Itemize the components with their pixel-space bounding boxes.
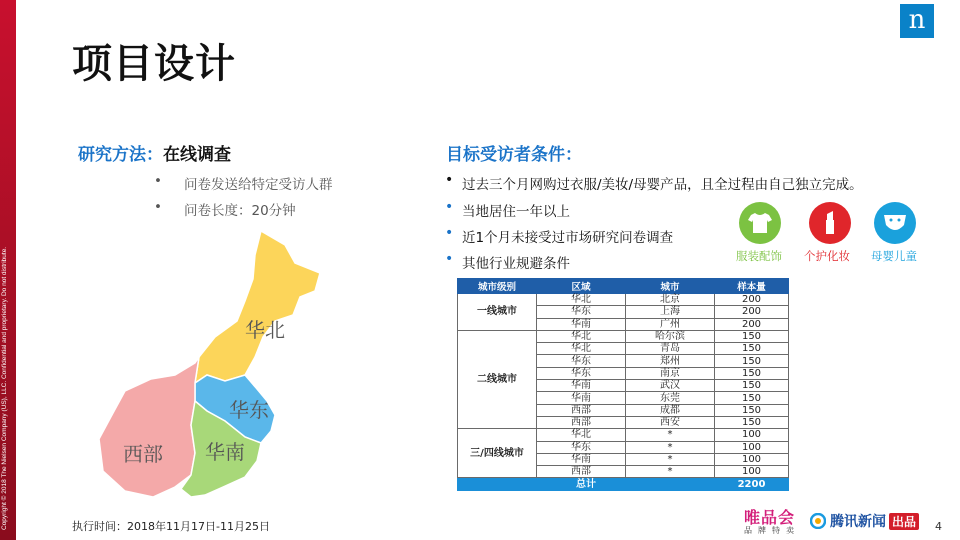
cell-city: * [626,466,715,478]
cell-region: 西部 [537,404,626,416]
cell-region: 华北 [537,330,626,342]
category-label-cosmetics: 个护化妆 [804,249,850,263]
table-row [458,429,789,441]
cell-city: 武汉 [626,380,715,392]
cell-city: 南京 [626,367,715,379]
cell-city: * [626,453,715,465]
header-sample-size: 样本量 [715,279,789,294]
china-region-map [95,225,335,505]
region-xibu-shape [99,357,199,497]
page-title: 项目设计 [72,41,236,87]
cell-city-tier: 一线城市 [458,294,537,331]
cell-sample-size: 150 [715,367,789,379]
sample-table [457,278,789,491]
category-label-clothing: 服装配饰 [736,249,782,263]
total-label: 总计 [458,478,715,490]
region-huabei-shape [195,231,320,383]
cell-region: 华东 [537,367,626,379]
header-region: 区域 [537,279,626,294]
cell-region: 华南 [537,392,626,404]
nielsen-logo: n [900,4,934,38]
lipstick-icon [809,202,851,244]
cell-region: 华东 [537,306,626,318]
cell-sample-size: 200 [715,318,789,330]
cell-region: 华东 [537,355,626,367]
table-row [458,294,789,306]
cell-region: 华南 [537,453,626,465]
target-bullet-text: 过去三个月网购过衣服/美妆/母婴产品，且全过程由自己独立完成。 [462,177,863,193]
cell-city: * [626,441,715,453]
cell-sample-size: 100 [715,453,789,465]
cell-sample-size: 100 [715,429,789,441]
method-heading [78,140,231,165]
method-bullet-2: • 问卷长度：20分钟 [154,199,296,219]
region-label-huadong: 华东 [229,398,269,422]
tencent-news-logo [810,511,919,531]
copyright-text: Copyright © 2018 The Nielsen Company (US), LLC. Confidential and proprietary. Do not distribute. [1,246,8,530]
cell-sample-size: 150 [715,404,789,416]
cell-region: 华北 [537,294,626,306]
target-bullet-3: • 近1个月未接受过市场研究问卷调查 [445,225,674,246]
cell-region: 华北 [537,343,626,355]
vip-logo [744,510,800,536]
header-city: 城市 [626,279,715,294]
cell-city: 广州 [626,318,715,330]
total-value: 2200 [715,478,789,490]
vip-logo-sub: 品牌特卖 [744,526,800,535]
region-label-huabei: 华北 [245,318,285,342]
method-bullet-text: 问卷长度：20分钟 [184,203,296,219]
region-label-xibu: 西部 [123,442,163,466]
header-city-tier: 城市级别 [458,279,537,294]
cell-city: 北京 [626,294,715,306]
method-bullet-1: • 问卷发送给特定受访人群 [154,173,333,193]
tencent-swirl-icon [810,513,826,529]
cell-region: 西部 [537,416,626,428]
target-bullet-1: • 过去三个月网购过衣服/美妆/母婴产品，且全过程由自己独立完成。 [445,172,863,193]
execution-time: 执行时间：2018年11月17日-11月25日 [72,520,270,533]
cell-city: 西安 [626,416,715,428]
method-label: 研究方法： [78,145,163,165]
target-bullet-text: 近1个月未接受过市场研究问卷调查 [462,230,674,246]
table-header-row [458,279,789,294]
cell-sample-size: 150 [715,380,789,392]
table-row [458,330,789,342]
target-bullet-2: • 当地居住一年以上 [445,199,570,220]
tencent-news-name: 腾讯新闻 [830,514,886,530]
vip-logo-name: 唯品会 [744,508,796,527]
target-bullet-4: • 其他行业规避条件 [445,251,570,272]
cell-sample-size: 150 [715,392,789,404]
cell-region: 华南 [537,380,626,392]
cell-city-tier: 三/四线城市 [458,429,537,478]
tencent-news-badge: 出品 [889,513,919,530]
cell-city: 成都 [626,404,715,416]
cell-sample-size: 200 [715,294,789,306]
target-bullet-text: 其他行业规避条件 [462,256,570,272]
cell-city: 郑州 [626,355,715,367]
category-label-baby: 母婴儿童 [871,249,917,263]
method-bullet-text: 问卷发送给特定受访人群 [184,177,333,193]
page-number: 4 [935,520,942,533]
region-label-huanan: 华南 [205,440,245,464]
diaper-icon [874,202,916,244]
cell-city: 青岛 [626,343,715,355]
cell-region: 西部 [537,466,626,478]
cell-city: 东莞 [626,392,715,404]
target-heading: 目标受访者条件： [446,145,582,165]
cell-city: * [626,429,715,441]
cell-city-tier: 二线城市 [458,330,537,428]
cell-region: 华东 [537,441,626,453]
cell-sample-size: 200 [715,306,789,318]
cell-sample-size: 100 [715,466,789,478]
cell-sample-size: 150 [715,355,789,367]
cell-sample-size: 100 [715,441,789,453]
cell-sample-size: 150 [715,330,789,342]
cell-city: 上海 [626,306,715,318]
cell-sample-size: 150 [715,416,789,428]
target-bullet-text: 当地居住一年以上 [462,204,570,220]
tshirt-icon [739,202,781,244]
table-body [458,294,789,491]
cell-region: 华北 [537,429,626,441]
cell-region: 华南 [537,318,626,330]
cell-city: 哈尔滨 [626,330,715,342]
table-total-row [458,478,789,490]
method-value: 在线调查 [163,145,231,165]
cell-sample-size: 150 [715,343,789,355]
